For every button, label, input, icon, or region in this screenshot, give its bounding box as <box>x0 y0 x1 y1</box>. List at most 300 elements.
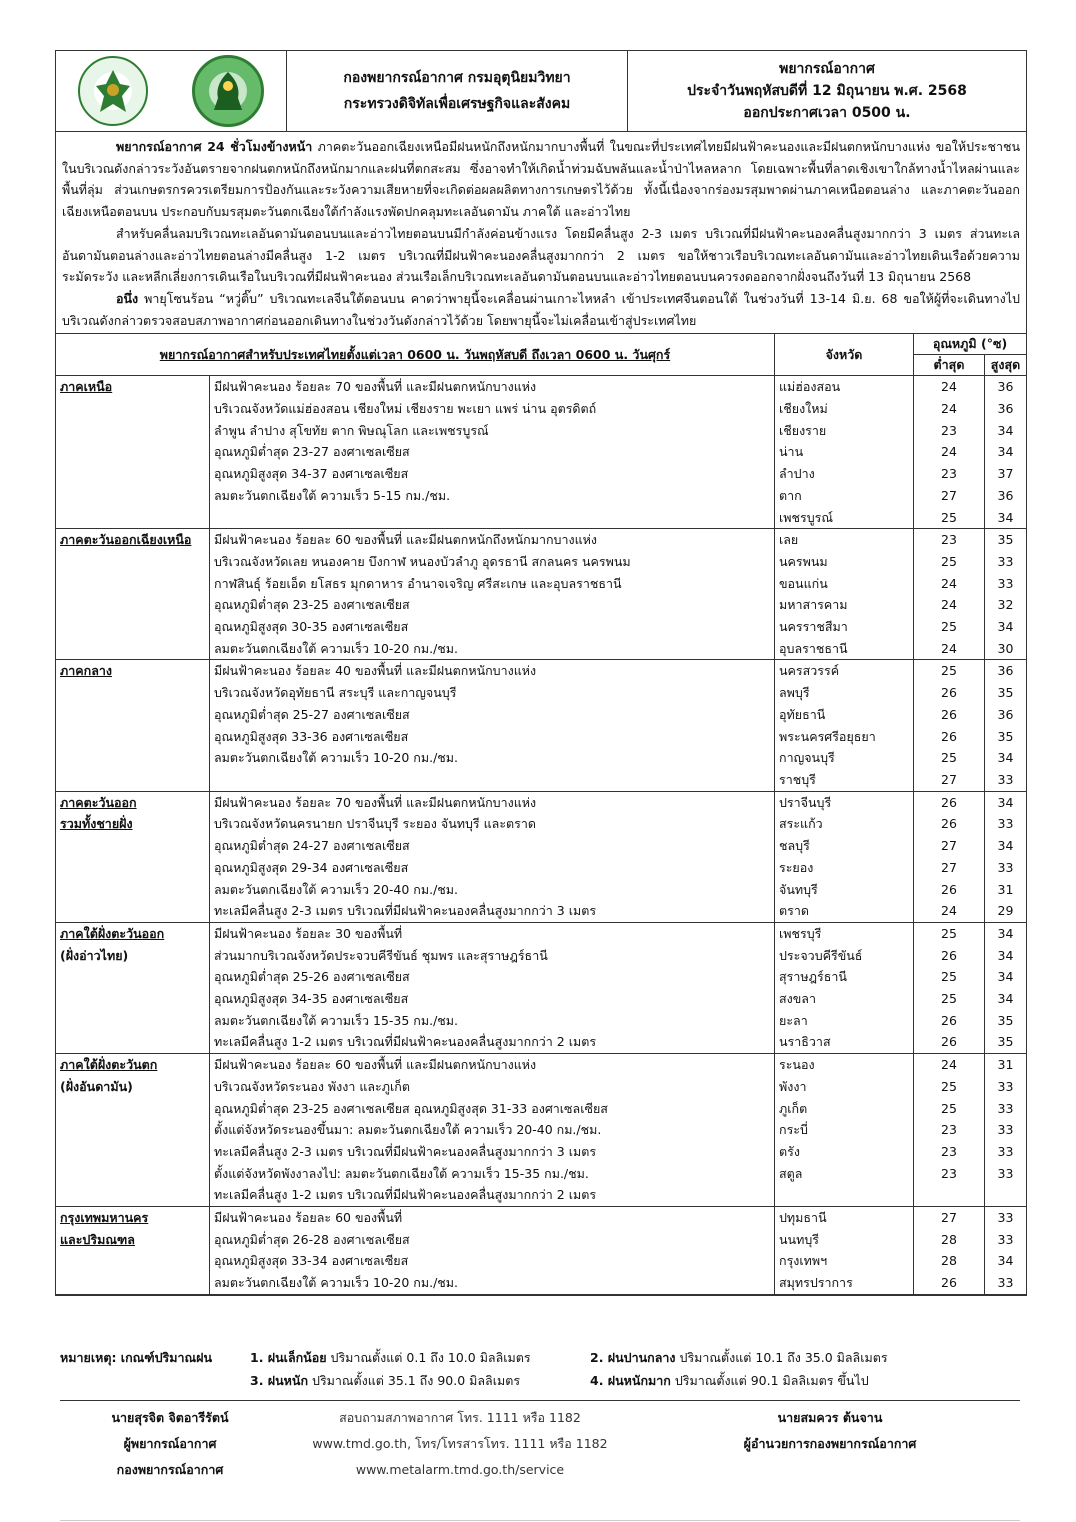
table-row <box>56 507 1026 529</box>
temp-max: 35 <box>985 1031 1027 1053</box>
province-name: อุบลราชธานี <box>775 638 914 660</box>
province-name: ราชบุรี <box>775 769 914 791</box>
province-name <box>775 1184 914 1206</box>
temp-max: 31 <box>997 881 1014 897</box>
temp-max: 33 <box>985 1272 1027 1294</box>
forecast-line: ทะเลมีคลื่นสูง 1-2 เมตร บริเวณที่มีฝนฟ้าคะนองคลื่นสูงมากกว่า 2 เมตร <box>210 1184 775 1206</box>
region-cell <box>56 1076 210 1098</box>
table-row <box>56 1076 1026 1098</box>
forecast-line: ลมตะวันตกเฉียงใต้ ความเร็ว 20-40 กม./ชม. <box>210 879 775 901</box>
region-cell <box>56 879 210 901</box>
province-name: ตราด <box>775 900 914 922</box>
forecast-line <box>210 507 775 529</box>
region-name: ภาคใต้ฝั่งตะวันตก <box>60 1057 158 1073</box>
region-cell <box>56 1163 210 1185</box>
temp-max: 34 <box>997 750 1014 766</box>
logos <box>56 51 287 131</box>
province-name: นครราชสีมา <box>775 616 914 638</box>
table-row <box>56 988 1026 1010</box>
forecast-line: ลมตะวันตกเฉียงใต้ ความเร็ว 10-20 กม./ชม. <box>210 747 775 769</box>
col-min: ต่ำสุด <box>914 355 985 376</box>
region-cell <box>56 747 210 769</box>
province-name: จันทบุรี <box>775 879 914 901</box>
table-row <box>56 1184 1026 1206</box>
region-cell <box>56 769 210 791</box>
director-title: ผู้อำนวยการกองพยากรณ์อากาศ <box>743 1436 917 1451</box>
forecast-line: ลมตะวันตกเฉียงใต้ ความเร็ว 15-35 กม./ชม. <box>210 1010 775 1032</box>
region-cell <box>56 1010 210 1032</box>
forecast-line: บริเวณจังหวัดระนอง พังงา และภูเก็ต <box>210 1076 775 1098</box>
table-row <box>56 813 1026 835</box>
region-cell <box>56 616 210 638</box>
region-cell <box>56 1207 210 1229</box>
table-row <box>56 1163 1026 1185</box>
forecast-line: มีฝนฟ้าคะนอง ร้อยละ 60 ของพื้นที่ และมีฝนตกหนักบางแห่ง <box>210 1054 775 1076</box>
temp-max: 34 <box>997 969 1014 985</box>
table-row <box>56 463 1026 485</box>
forecast-line: มีฝนฟ้าคะนอง ร้อยละ 70 ของพื้นที่ และมีฝนตกหนักบางแห่ง <box>210 376 775 398</box>
region-cell <box>56 682 210 704</box>
tmd-logo-icon <box>192 55 264 127</box>
temp-max: 34 <box>997 422 1014 438</box>
table-row <box>56 529 1026 551</box>
region-cell <box>56 966 210 988</box>
province-name: พระนครศรีอยุธยา <box>775 726 914 748</box>
temp-min: 23 <box>914 1163 985 1185</box>
table-row <box>56 747 1026 769</box>
forecast-line: อุณหภูมิต่ำสุด 24-27 องศาเซลเซียส <box>210 835 775 857</box>
temp-min: 26 <box>914 682 985 704</box>
forecast-line: กาฬสินธุ์ ร้อยเอ็ด ยโสธร มุกดาหาร อำนาจเจริญ ศรีสะเกษ และอุบลราชธานี <box>210 573 775 595</box>
temp-min: 25 <box>914 616 985 638</box>
province-name: สระแก้ว <box>775 813 914 835</box>
province-name: เพชรบูรณ์ <box>775 507 914 529</box>
province-name: สุราษฎร์ธานี <box>775 966 914 988</box>
temp-max: 31 <box>997 1057 1014 1073</box>
table-row <box>56 594 1026 616</box>
temp-min: 26 <box>914 726 985 748</box>
province-name: ระนอง <box>775 1054 914 1076</box>
contact-phone: สอบถามสภาพอากาศ โทร. 1111 หรือ 1182 <box>339 1410 581 1425</box>
temp-min: 24 <box>914 441 985 463</box>
forecast-line: อุณหภูมิต่ำสุด 25-26 องศาเซลเซียส <box>210 966 775 988</box>
temp-min: 26 <box>914 813 985 835</box>
region-subname: (ฝั่งอันดามัน) <box>60 1078 133 1094</box>
region-cell <box>56 594 210 616</box>
region-cell <box>56 660 210 682</box>
region-cell <box>56 922 210 944</box>
forecast-line: ลมตะวันตกเฉียงใต้ ความเร็ว 10-20 กม./ชม. <box>210 1272 775 1294</box>
region-cell <box>56 573 210 595</box>
issue-title: พยากรณ์อากาศ <box>779 61 875 77</box>
region-name: ภาคเหนือ <box>60 379 113 395</box>
temp-max: 33 <box>997 575 1014 591</box>
temp-max: 33 <box>997 1078 1014 1094</box>
table-row <box>56 1141 1026 1163</box>
temp-min: 26 <box>914 1272 985 1294</box>
temp-max: 36 <box>997 706 1014 722</box>
col-max: สูงสุด <box>985 355 1027 376</box>
forecast-line: ลำพูน ลำปาง สุโขทัย ตาก พิษณุโลก และเพชรบูรณ์ <box>210 420 775 442</box>
temp-min: 25 <box>914 966 985 988</box>
forecast-document <box>55 50 1027 1296</box>
region-cell <box>56 988 210 1010</box>
province-name: ระยอง <box>775 857 914 879</box>
document-header <box>56 51 1026 132</box>
table-row <box>56 638 1026 660</box>
temp-max: 32 <box>997 597 1014 613</box>
temp-max: 34 <box>997 991 1014 1007</box>
region-cell <box>56 485 210 507</box>
temp-max: 34 <box>997 444 1014 460</box>
province-name: ขอนแก่น <box>775 573 914 595</box>
temp-min: 27 <box>914 857 985 879</box>
region-cell <box>56 420 210 442</box>
temp-max: 35 <box>997 728 1014 744</box>
table-row <box>56 1272 1026 1294</box>
region-name: ภาคตะวันออกเฉียงเหนือ <box>60 532 192 548</box>
summary-lead: พยากรณ์อากาศ 24 ชั่วโมงข้างหน้า <box>116 139 313 154</box>
summary-text-3: พายุโซนร้อน “หวู่ติ๊บ” บริเวณทะเลจีนใต้ตอนบน คาดว่าพายุนี้จะเคลื่อนผ่านเกาะไหหลำ เข้าประเทศจีนตอนใต้ ในช่วงวันที่ 13-14 มิ.ย. 68 ขอให้ผู้ที่จะเดินทางไปบริเวณดังกล่าวตรวจสอบสภาพอากาศก่อนออกเดินทางในช่วงวันดังกล่าวไว้ด้วย โดยพายุนี้จะไม่เคลื่อนเข้าสู่ประเทศไทย <box>62 290 1020 328</box>
temp-min: 26 <box>914 945 985 967</box>
province-name: แม่ฮ่องสอน <box>775 376 914 398</box>
province-name: นครสวรรค์ <box>775 660 914 682</box>
temp-min: 23 <box>914 1119 985 1141</box>
province-name: พังงา <box>775 1076 914 1098</box>
temp-min: 25 <box>914 551 985 573</box>
note-2: 2. ฝนปานกลาง ปริมาณตั้งแต่ 10.1 ถึง 35.0 มิลลิเมตร <box>590 1350 888 1365</box>
table-row <box>56 1031 1026 1053</box>
temp-max: 36 <box>997 487 1014 503</box>
temp-max: 33 <box>997 1231 1014 1247</box>
temp-max: 34 <box>997 1253 1014 1269</box>
table-row <box>56 376 1026 398</box>
table-row <box>56 1010 1026 1032</box>
temp-min: 23 <box>914 463 985 485</box>
table-row <box>56 660 1026 682</box>
temp-max: 36 <box>997 663 1014 679</box>
forecast-line: อุณหภูมิต่ำสุด 23-25 องศาเซลเซียส อุณหภูมิสูงสุด 31-33 องศาเซลเซียส <box>210 1098 775 1120</box>
table-row <box>56 769 1026 791</box>
forecast-line: อุณหภูมิสูงสุด 33-36 องศาเซลเซียส <box>210 726 775 748</box>
region-cell <box>56 813 210 835</box>
province-name: เพชรบุรี <box>775 922 914 944</box>
temp-min: 26 <box>914 1031 985 1053</box>
temp-min: 24 <box>914 376 985 398</box>
forecast-line: มีฝนฟ้าคะนอง ร้อยละ 60 ของพื้นที่ <box>210 1207 775 1229</box>
table-row <box>56 616 1026 638</box>
director-signature <box>640 1405 1020 1483</box>
province-name: ลพบุรี <box>775 682 914 704</box>
temp-min: 26 <box>914 879 985 901</box>
temp-min: 23 <box>914 529 985 551</box>
forecast-line: มีฝนฟ้าคะนอง ร้อยละ 70 ของพื้นที่ และมีฝนตกหนักบางแห่ง <box>210 791 775 813</box>
temp-min: 23 <box>914 420 985 442</box>
region-name: ภาคใต้ฝั่งตะวันออก <box>60 925 165 941</box>
province-name: เชียงใหม่ <box>775 398 914 420</box>
province-name: ตรัง <box>775 1141 914 1163</box>
province-name: สมุทรปราการ <box>775 1272 914 1294</box>
region-name: กรุงเทพมหานคร <box>60 1210 149 1226</box>
forecast-line: บริเวณจังหวัดแม่ฮ่องสอน เชียงใหม่ เชียงราย พะเยา แพร่ น่าน อุตรดิตถ์ <box>210 398 775 420</box>
temp-min: 26 <box>914 704 985 726</box>
province-name: ปทุมธานี <box>775 1207 914 1229</box>
forecast-line: ตั้งแต่จังหวัดพังงาลงไป: ลมตะวันตกเฉียงใต้ ความเร็ว 15-35 กม./ชม. <box>210 1163 775 1185</box>
province-name: นนทบุรี <box>775 1229 914 1251</box>
temp-min: 25 <box>914 922 985 944</box>
forecaster-title: ผู้พยากรณ์อากาศ <box>123 1436 217 1451</box>
department-block <box>287 51 628 131</box>
col-province: จังหวัด <box>775 334 914 376</box>
region-cell <box>56 529 210 551</box>
region-name: ภาคตะวันออก <box>60 794 137 810</box>
temp-min: 24 <box>914 638 985 660</box>
table-row <box>56 900 1026 922</box>
region-cell <box>56 1250 210 1272</box>
forecast-line: ส่วนมากบริเวณจังหวัดประจวบคีรีขันธ์ ชุมพร และสุราษฎร์ธานี <box>210 945 775 967</box>
forecast-summary <box>56 132 1026 334</box>
issue-date: ประจำวันพฤหัสบดีที่ 12 มิถุนายน พ.ศ. 2568 <box>687 83 967 99</box>
province-name: สงขลา <box>775 988 914 1010</box>
region-cell <box>56 398 210 420</box>
table-row <box>56 791 1026 813</box>
table-row <box>56 1207 1026 1229</box>
forecast-line: อุณหภูมิต่ำสุด 23-25 องศาเซลเซียส <box>210 594 775 616</box>
region-cell <box>56 726 210 748</box>
province-name: เชียงราย <box>775 420 914 442</box>
contact-service-link[interactable]: www.metalarm.tmd.go.th/service <box>355 1462 565 1477</box>
contact-website[interactable]: www.tmd.go.th, โทร/โทรสารโทร. 1111 หรือ 1182 <box>312 1436 608 1451</box>
temp-min: 25 <box>914 1076 985 1098</box>
temp-max: 33 <box>997 1143 1014 1159</box>
temp-max: 34 <box>997 794 1014 810</box>
forecast-line: อุณหภูมิสูงสุด 34-37 องศาเซลเซียส <box>210 463 775 485</box>
forecast-line: มีฝนฟ้าคะนอง ร้อยละ 40 ของพื้นที่ และมีฝนตกหนักบางแห่ง <box>210 660 775 682</box>
province-name: ยะลา <box>775 1010 914 1032</box>
table-row <box>56 945 1026 967</box>
temp-min: 25 <box>914 747 985 769</box>
table-row <box>56 726 1026 748</box>
forecast-line: บริเวณจังหวัดอุทัยธานี สระบุรี และกาญจนบุรี <box>210 682 775 704</box>
forecast-line: บริเวณจังหวัดเลย หนองคาย บึงกาฬ หนองบัวลำภู อุดรธานี สกลนคร นครพนม <box>210 551 775 573</box>
temp-min: 27 <box>914 835 985 857</box>
forecast-line: มีฝนฟ้าคะนอง ร้อยละ 30 ของพื้นที่ <box>210 922 775 944</box>
region-cell <box>56 1141 210 1163</box>
temp-min: 28 <box>914 1229 985 1251</box>
province-name: น่าน <box>775 441 914 463</box>
temp-max: 36 <box>997 379 1014 395</box>
province-name: กาญจนบุรี <box>775 747 914 769</box>
note-3: 3. ฝนหนัก ปริมาณตั้งแต่ 35.1 ถึง 90.0 มิลลิเมตร <box>250 1373 521 1388</box>
forecast-line: อุณหภูมิต่ำสุด 25-27 องศาเซลเซียส <box>210 704 775 726</box>
table-row <box>56 441 1026 463</box>
temp-max: 29 <box>985 900 1027 922</box>
region-subname: (ฝั่งอ่าวไทย) <box>60 947 129 963</box>
contact-info <box>280 1405 640 1483</box>
province-name: กรุงเทพฯ <box>775 1250 914 1272</box>
temp-max: 33 <box>997 859 1014 875</box>
rain-notes <box>60 1346 1020 1392</box>
temp-max: 33 <box>997 816 1014 832</box>
forecaster-signature <box>60 1405 280 1483</box>
regional-forecast-table <box>56 334 1026 1295</box>
region-cell <box>56 551 210 573</box>
temp-min: 24 <box>914 398 985 420</box>
province-name: นราธิวาส <box>775 1031 914 1053</box>
table-row <box>56 857 1026 879</box>
notes-label: หมายเหตุ: เกณฑ์ปริมาณฝน <box>60 1350 212 1365</box>
temp-min: 27 <box>914 769 985 791</box>
temp-max: 36 <box>997 401 1014 417</box>
ministry-logo-icon <box>78 56 148 126</box>
table-row <box>56 420 1026 442</box>
province-name: นครพนม <box>775 551 914 573</box>
forecast-line: ทะเลมีคลื่นสูง 1-2 เมตร บริเวณที่มีฝนฟ้าคะนองคลื่นสูงมากกว่า 2 เมตร <box>210 1031 775 1053</box>
forecast-line: อุณหภูมิต่ำสุด 23-27 องศาเซลเซียส <box>210 441 775 463</box>
temp-min: 26 <box>914 791 985 813</box>
table-row <box>56 398 1026 420</box>
region-cell <box>56 1229 210 1251</box>
issue-time: ออกประกาศเวลา 0500 น. <box>743 105 911 121</box>
forecast-line: ทะเลมีคลื่นสูง 2-3 เมตร บริเวณที่มีฝนฟ้าคะนองคลื่นสูงมากกว่า 3 เมตร <box>210 1141 775 1163</box>
note-1: 1. ฝนเล็กน้อย ปริมาณตั้งแต่ 0.1 ถึง 10.0 มิลลิเมตร <box>250 1350 531 1365</box>
storm-lead: อนึ่ง <box>116 290 139 306</box>
temp-max: 34 <box>997 947 1014 963</box>
province-name: สตูล <box>775 1163 914 1185</box>
temp-max: 34 <box>997 925 1014 941</box>
temp-min: 25 <box>914 507 985 529</box>
note-4: 4. ฝนหนักมาก ปริมาณตั้งแต่ 90.1 มิลลิเมตร ขึ้นไป <box>590 1373 869 1388</box>
table-row <box>56 1250 1026 1272</box>
dept-line-1: กองพยากรณ์อากาศ กรมอุตุนิยมวิทยา <box>343 70 571 86</box>
summary-paragraph-3 <box>62 288 1020 331</box>
temp-min: 24 <box>914 573 985 595</box>
region-cell <box>56 1031 210 1053</box>
temp-max <box>985 1184 1027 1206</box>
temp-max: 33 <box>997 1100 1014 1116</box>
table-row <box>56 485 1026 507</box>
temp-min: 25 <box>914 1098 985 1120</box>
table-row <box>56 573 1026 595</box>
dept-line-2: กระทรวงดิจิทัลเพื่อเศรษฐกิจและสังคม <box>343 96 571 112</box>
region-cell <box>56 1054 210 1076</box>
temp-max: 33 <box>997 553 1014 569</box>
temp-max: 35 <box>997 1012 1014 1028</box>
forecast-line: อุณหภูมิสูงสุด 29-34 องศาเซลเซียส <box>210 857 775 879</box>
temp-max: 33 <box>997 1165 1014 1181</box>
region-cell <box>56 376 210 398</box>
director-name: นายสมควร ต้นจาน <box>777 1410 883 1425</box>
region-cell <box>56 507 210 529</box>
temp-max: 35 <box>997 532 1014 548</box>
temp-min: 27 <box>914 1207 985 1229</box>
table-row <box>56 879 1026 901</box>
region-cell <box>56 1098 210 1120</box>
temp-max: 37 <box>997 466 1014 482</box>
forecast-line: อุณหภูมิสูงสุด 34-35 องศาเซลเซียส <box>210 988 775 1010</box>
table-title: พยากรณ์อากาศสำหรับประเทศไทยตั้งแต่เวลา 0600 น. วันพฤหัสบดี ถึงเวลา 0600 น. วันศุกร์ <box>56 334 775 376</box>
signature-block <box>60 1400 1020 1483</box>
region-cell <box>56 900 210 922</box>
forecast-line: มีฝนฟ้าคะนอง ร้อยละ 60 ของพื้นที่ และมีฝนตกหนักถึงหนักมากบางแห่ง <box>210 529 775 551</box>
forecast-line: ลมตะวันตกเฉียงใต้ ความเร็ว 10-20 กม./ชม. <box>210 638 775 660</box>
forecaster-division: กองพยากรณ์อากาศ <box>116 1462 224 1477</box>
province-name: ประจวบคีรีขันธ์ <box>775 945 914 967</box>
forecast-line: บริเวณจังหวัดนครนายก ปราจีนบุรี ระยอง จันทบุรี และตราด <box>210 813 775 835</box>
region-cell <box>56 835 210 857</box>
forecast-line: อุณหภูมิต่ำสุด 26-28 องศาเซลเซียส <box>210 1229 775 1251</box>
table-row <box>56 1054 1026 1076</box>
temp-min: 26 <box>914 1010 985 1032</box>
forecast-line: อุณหภูมิสูงสุด 33-34 องศาเซลเซียส <box>210 1250 775 1272</box>
summary-paragraph-2: สำหรับคลื่นลมบริเวณทะเลอันดามันตอนบนและอ่าวไทยตอนบนมีกำลังค่อนข้างแรง โดยมีคลื่นสูง 2-3 เมตร บริเวณที่มีฝนฟ้าคะนองคลื่นสูงมากกว่า 3 เมตร ส่วนทะเลอันดามันตอนล่างและอ่าวไทยตอนล่างมีคลื่นสูง 1-2 เมตร บริเวณที่มีฝนฟ้าคะนองคลื่นสูงมากกว่า 2 เมตร ขอให้ชาวเรือบริเวณทะเลอันดามันและอ่าวไทยเดินเรือด้วยความระมัดระวัง และหลีกเลี่ยงการเดินเรือในบริเวณที่มีฝนฟ้าคะนอง ส่วนเรือเล็กบริเวณทะเลอันดามันตอนบนและอ่าวไทยตอนบนควรงดออกจากฝั่งจนถึงวันที่ 13 มิถุนายน 2568 <box>62 225 1020 285</box>
region-cell <box>56 945 210 967</box>
region-cell <box>56 857 210 879</box>
temp-min: 25 <box>914 988 985 1010</box>
region-cell <box>56 1119 210 1141</box>
summary-paragraph-1 <box>62 136 1020 223</box>
table-row <box>56 835 1026 857</box>
table-row <box>56 704 1026 726</box>
province-name: กระบี่ <box>775 1119 914 1141</box>
temp-max: 30 <box>985 638 1027 660</box>
temp-max: 34 <box>997 619 1014 635</box>
region-cell <box>56 441 210 463</box>
province-name: ปราจีนบุรี <box>775 791 914 813</box>
table-row <box>56 1098 1026 1120</box>
region-cell <box>56 791 210 813</box>
province-name: มหาสารคาม <box>775 594 914 616</box>
temp-min: 24 <box>914 1054 985 1076</box>
forecast-table-body <box>56 376 1026 1295</box>
region-cell <box>56 638 210 660</box>
table-row <box>56 966 1026 988</box>
region-subname: และปริมณฑล <box>60 1231 135 1247</box>
col-temperature: อุณหภูมิ (°ซ) <box>914 334 1027 355</box>
temp-max: 33 <box>985 769 1027 791</box>
forecaster-name: นายสุรจิต จิตอารีรัตน์ <box>111 1410 229 1425</box>
province-name: เลย <box>775 529 914 551</box>
table-row <box>56 551 1026 573</box>
temp-min: 23 <box>914 1141 985 1163</box>
temp-min: 24 <box>914 594 985 616</box>
temp-max: 35 <box>997 685 1014 701</box>
province-name: ชลบุรี <box>775 835 914 857</box>
temp-max: 34 <box>997 838 1014 854</box>
bottom-divider <box>60 1520 1020 1521</box>
table-row <box>56 1229 1026 1251</box>
province-name: ภูเก็ต <box>775 1098 914 1120</box>
temp-max: 33 <box>997 1122 1014 1138</box>
temp-min: 24 <box>914 900 985 922</box>
summary-text-1: ภาคตะวันออกเฉียงเหนือมีฝนหนักถึงหนักมากบางพื้นที่ ในขณะที่ประเทศไทยมีฝนฟ้าคะนองและมีฝนตกหนักบางแห่ง ขอให้ประชาชนในบริเวณดังกล่าวระวังอันตรายจากฝนตกหนักถึงหนักมากและฝนที่ตกสะสม ซึ่งอาจทำให้เกิดน้ำท่วมฉับพลันและน้ำป่าไหลหลาก โดยเฉพาะพื้นที่ลาดเชิงเขาใกล้ทางน้ำไหลผ่านและพื้นที่ลุ่ม ส่วนเกษตรกรควรเตรียมการป้องกันและระวังความเสียหายที่จะเกิดต่อผลผลิตทางการเกษตรไว้ด้วย ทั้งนี้เนื่องจากร่องมรสุมพาดผ่านภาคเหนือตอนล่าง และภาคตะวันออกเฉียงเหนือตอนบน ประกอบกับมรสุมตะวันตกเฉียงใต้กำลังแรงพัดปกคลุมทะเลอันดามัน ภาคใต้ และอ่าวไทย <box>62 139 1020 220</box>
table-row <box>56 682 1026 704</box>
forecast-line: ตั้งแต่จังหวัดระนองขึ้นมา: ลมตะวันตกเฉียงใต้ ความเร็ว 20-40 กม./ชม. <box>210 1119 775 1141</box>
temp-max: 34 <box>985 507 1027 529</box>
forecast-line <box>210 769 775 791</box>
province-name: อุทัยธานี <box>775 704 914 726</box>
forecast-line: ทะเลมีคลื่นสูง 2-3 เมตร บริเวณที่มีฝนฟ้าคะนองคลื่นสูงมากกว่า 3 เมตร <box>210 900 775 922</box>
region-cell <box>56 704 210 726</box>
region-cell <box>56 1272 210 1294</box>
province-name: ลำปาง <box>775 463 914 485</box>
region-name: ภาคกลาง <box>60 663 112 679</box>
temp-min: 28 <box>914 1250 985 1272</box>
temp-min <box>914 1184 985 1206</box>
issue-block <box>628 51 1026 131</box>
region-cell <box>56 1184 210 1206</box>
temp-min: 27 <box>914 485 985 507</box>
